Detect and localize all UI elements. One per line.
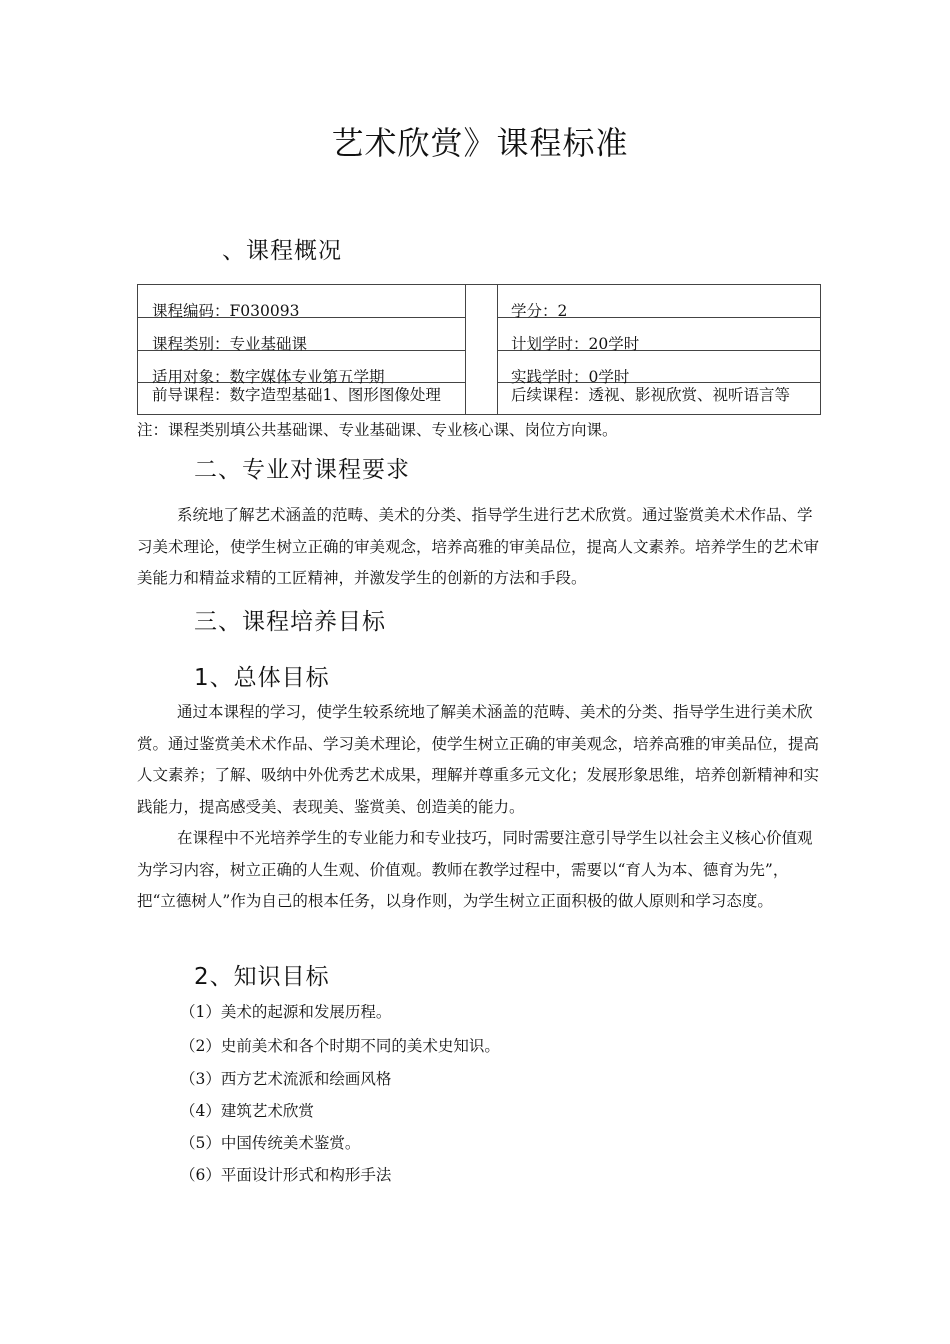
subsection-heading-overall-goal: 1、总体目标 [194,665,330,691]
course-info-table [137,284,821,415]
table-cell-credits: 学分：2 [511,302,568,320]
table-cell-prerequisite: 前导课程：数字造型基础1、图形图像处理 [152,386,441,404]
overall-goal-paragraph-2: 在课程中不光培养学生的专业能力和专业技巧，同时需要注意引导学生以社会主义核心价值观为学习内容，树立正确的人生观、价值观。教师在教学过程中，需要以“育人为本、德育为先”，把“立德树人”作为自己的根本任务，以身作则，为学生树立正面积极的做人原则和学习态度。 [137,829,813,910]
table-cell-course-category: 课程类别：专业基础课 [152,335,308,353]
subsection-heading-knowledge-goal: 2、知识目标 [194,964,330,990]
page-title: 艺术欣赏》课程标准 [331,124,629,162]
table-cell-target-audience: 适用对象：数字媒体专业第五学期 [152,368,385,386]
section-heading-objectives: 三、课程培养目标 [194,609,386,635]
section-heading-requirements: 二、专业对课程要求 [194,457,410,483]
list-item: （4）建筑艺术欣赏 [180,1102,314,1120]
table-cell-course-code: 课程编码：F030093 [152,302,300,320]
list-item: （1）美术的起源和发展历程。 [180,1003,392,1021]
table-cell-practice-hours: 实践学时：0学时 [511,368,630,386]
list-item: （2）史前美术和各个时期不同的美术史知识。 [180,1037,500,1055]
table-note: 注：课程类别填公共基础课、专业基础课、专业核心课、岗位方向课。 [137,421,618,439]
section-heading-course-overview: 、课程概况 [222,238,342,264]
table-divider [465,285,466,414]
table-cell-followup: 后续课程：透视、影视欣赏、视听语言等 [511,386,791,404]
requirements-paragraph: 系统地了解艺术涵盖的范畴、美术的分类、指导学生进行艺术欣赏。通过鉴赏美术术作品、学习美术理论，使学生树立正确的审美观念，培养高雅的审美品位，提高人文素养。培养学生的艺术审美能力和精益求精的工匠精神，并激发学生的创新的方法和手段。 [137,506,820,587]
table-cell-planned-hours: 计划学时：20学时 [511,335,640,353]
overall-goal-paragraph-1: 通过本课程的学习，使学生较系统地了解美术涵盖的范畴、美术的分类、指导学生进行美术欣赏。通过鉴赏美术术作品、学习美术理论，使学生树立正确的审美观念，培养高雅的审美品位，提高人文素养；了解、吸纳中外优秀艺术成果，理解并尊重多元文化；发展形象思维，培养创新精神和实践能力，提高感受美、表现美、鉴赏美、创造美的能力。 [137,703,820,816]
list-item: （6）平面设计形式和构形手法 [180,1166,392,1184]
list-item: （3）西方艺术流派和绘画风格 [180,1070,392,1088]
list-item: （5）中国传统美术鉴赏。 [180,1134,361,1152]
